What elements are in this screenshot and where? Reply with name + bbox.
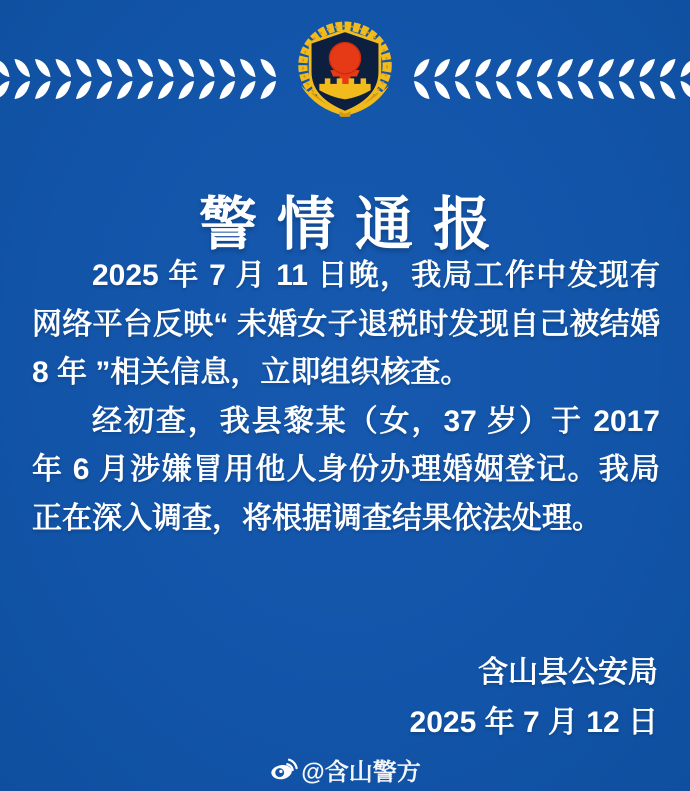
issue-date: 2025 年 7 月 12 日 xyxy=(409,706,658,739)
police-badge-icon xyxy=(290,16,400,126)
notice-paragraph: 2025 年 7 月 11 日晚，我局工作中发现有网络平台反映“ 未婚女子退税时发现自己被结婚 8 年 ”相关信息，立即组织核查。 xyxy=(32,259,660,389)
weibo-icon xyxy=(269,757,298,782)
signature-block xyxy=(410,648,658,748)
watermark xyxy=(0,752,690,787)
notice-body xyxy=(32,252,660,543)
chevrons-right-decoration xyxy=(0,57,284,101)
chevrons-left-decoration xyxy=(406,57,690,101)
issuing-agency: 含山县公安局 xyxy=(478,656,658,689)
masthead xyxy=(0,0,690,140)
watermark-text: @含山警方 xyxy=(301,759,421,786)
notice-paragraph: 经初查，我县黎某（女，37 岁）于 2017 年 6 月涉嫌冒用他人身份办理婚姻登记。我局正在深入调查，将根据调查结果依法处理。 xyxy=(32,404,660,535)
notice-title: 警情通报 xyxy=(198,191,511,257)
